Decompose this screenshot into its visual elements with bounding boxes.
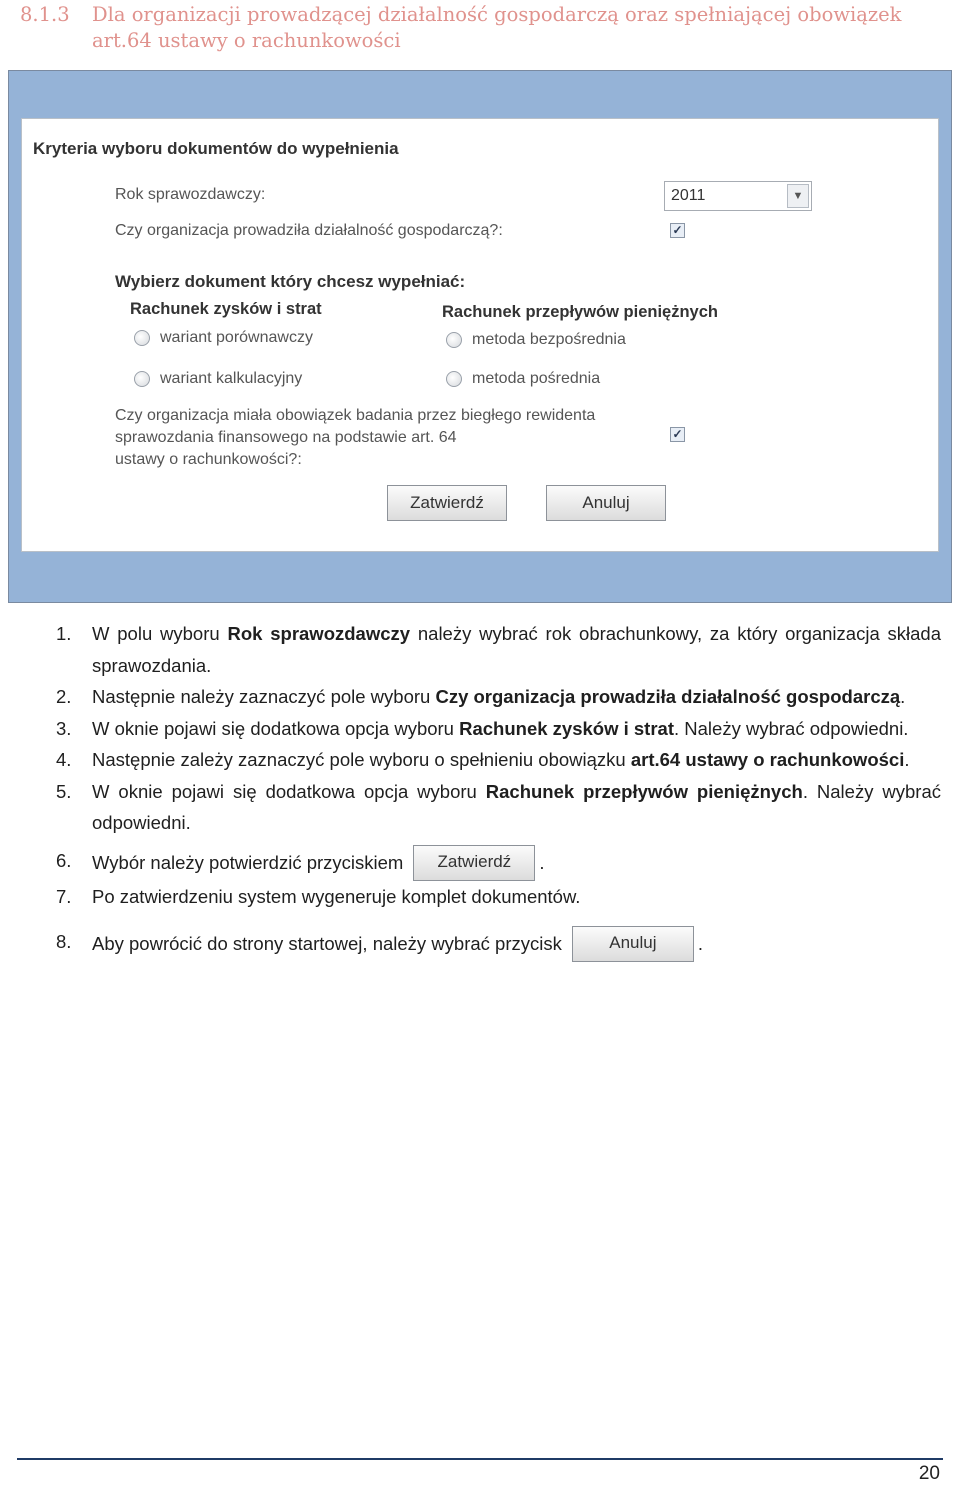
audit-label-line-3: ustawy o rachunkowości?: — [115, 451, 302, 468]
list-item: 4. Następnie zależy zaznaczyć pole wyboru o spełnieniu obowiązku art.64 ustawy o rachunkowości. — [56, 744, 941, 776]
radio-comparative[interactable] — [134, 330, 150, 346]
audit-checkbox[interactable]: ✓ — [670, 427, 685, 442]
list-item: 6. Wybór należy potwierdzić przyciskiem Zatwierdź . — [56, 845, 941, 881]
field-name: art.64 ustawy o rachunkowości — [630, 749, 905, 770]
instruction-list — [56, 618, 941, 962]
year-select[interactable] — [664, 181, 812, 211]
item-number: 5. — [56, 780, 72, 802]
option-direct-label: metoda bezpośrednia — [472, 331, 626, 348]
confirm-button[interactable]: Zatwierdź — [387, 485, 507, 521]
field-name: Rachunek przepływów pieniężnych — [485, 780, 803, 802]
list-item: 3. W oknie pojawi się dodatkowa opcja wyboru Rachunek zysków i strat. Należy wybrać odpowiedni. — [56, 713, 941, 745]
inline-cancel-button: Anuluj — [572, 926, 694, 962]
cancel-button[interactable]: Anuluj — [546, 485, 666, 521]
list-item: 2. Następnie należy zaznaczyć pole wyboru Czy organizacja prowadziła działalność gospodarczą. — [56, 681, 941, 713]
list-item: 8. Aby powrócić do strony startowej, należy wybrać przycisk Anuluj . — [56, 926, 941, 962]
radio-direct[interactable] — [446, 332, 462, 348]
chevron-down-icon[interactable]: ▼ — [787, 184, 809, 208]
audit-label-line-2: sprawozdania finansowego na podstawie art. 64 — [115, 429, 457, 446]
field-name: Rachunek zysków i strat — [459, 717, 674, 739]
choose-document-label: Wybierz dokument który chcesz wypełniać: — [115, 272, 466, 291]
item-number: 6. — [56, 849, 72, 871]
activity-label: Czy organizacja prowadziła działalność gospodarczą?: — [115, 222, 503, 239]
cash-flow-title: Rachunek przepływów pieniężnych — [442, 303, 718, 321]
audit-label-line-1: Czy organizacja miała obowiązek badania przez biegłego rewidenta — [115, 407, 596, 424]
audit-label — [115, 405, 595, 471]
section-heading — [20, 2, 950, 54]
criteria-dialog — [21, 118, 939, 552]
field-name: Rok sprawozdawczy — [227, 623, 411, 644]
item-number: 7. — [56, 885, 72, 907]
inline-confirm-button: Zatwierdź — [413, 845, 535, 881]
page-number: 20 — [918, 1463, 940, 1484]
radio-indirect[interactable] — [446, 371, 462, 387]
option-comparative-label: wariant porównawczy — [160, 329, 313, 346]
heading-line-2: art.64 ustawy o rachunkowości — [92, 29, 401, 52]
profit-loss-title: Rachunek zysków i strat — [130, 300, 322, 318]
year-select-value: 2011 — [671, 187, 706, 204]
dialog-title: Kryteria wyboru dokumentów do wypełnienia — [33, 139, 399, 158]
heading-line-1: Dla organizacji prowadzącej działalność gospodarczą oraz spełniającej obowiązek — [92, 3, 902, 26]
year-label: Rok sprawozdawczy: — [115, 186, 266, 203]
section-number: 8.1.3 — [20, 3, 70, 26]
list-item: 5. W oknie pojawi się dodatkowa opcja wyboru Rachunek przepływów pieniężnych. Należy wybrać odpowiedni. — [56, 776, 941, 839]
screenshot-frame — [8, 70, 952, 603]
item-number: 1. — [56, 623, 72, 644]
item-number: 4. — [56, 749, 72, 770]
field-name: Czy organizacja prowadziła działalność gospodarczą — [435, 686, 901, 707]
item-number: 3. — [56, 717, 72, 739]
item-number: 8. — [56, 931, 72, 952]
list-item: 1. W polu wyboru Rok sprawozdawczy należy wybrać rok obrachunkowy, za który organizacja składa sprawozdania. — [56, 618, 941, 681]
list-item: 7. Po zatwierdzeniu system wygeneruje komplet dokumentów. — [56, 881, 941, 913]
item-number: 2. — [56, 686, 72, 707]
footer-divider — [17, 1458, 943, 1460]
radio-calculation[interactable] — [134, 371, 150, 387]
activity-checkbox[interactable]: ✓ — [670, 223, 685, 238]
option-calculation-label: wariant kalkulacyjny — [160, 370, 303, 387]
option-indirect-label: metoda pośrednia — [472, 370, 601, 387]
